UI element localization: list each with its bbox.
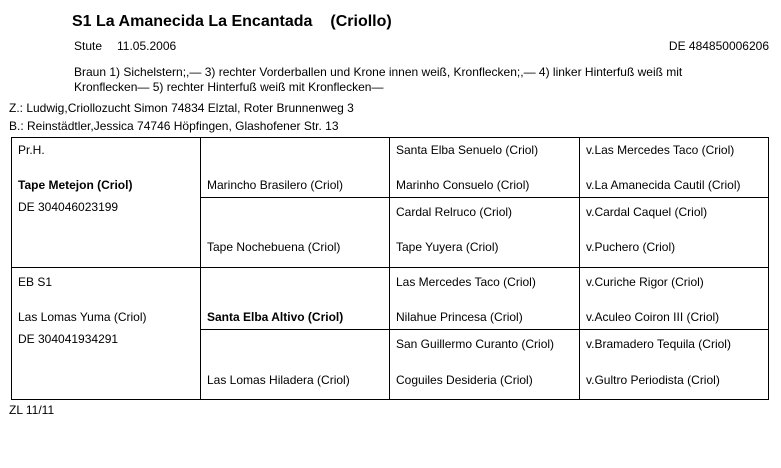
grandparent-cell: Marincho Brasilero (Criol) <box>207 178 344 192</box>
table-border-right <box>768 137 769 400</box>
table-border-left <box>11 137 12 400</box>
ancestor-cell: v.Gultro Periodista (Criol) <box>586 373 720 387</box>
breeder: Z.: Ludwig,Criollozucht Simon 74834 Elztal, Roter Brunnenweg 3 <box>9 101 354 115</box>
grandparent-cell: Las Lomas Hiladera (Criol) <box>207 373 350 387</box>
markings-line-2: Kronflecken— 5) rechter Hinterfuß weiß mit Kronflecken— <box>74 80 384 94</box>
great-grandparent-cell: Las Mercedes Taco (Criol) <box>396 275 536 289</box>
sire-title: Pr.H. <box>18 143 45 157</box>
ancestor-cell: v.Cardal Caquel (Criol) <box>586 205 708 219</box>
horse-name: S1 La Amanecida La Encantada <box>72 13 313 30</box>
markings-line-1: Braun 1) Sichelstern;,— 3) rechter Vorderballen und Krone innen weiß, Kronflecken;,— 4) linker Hinterfuß weiß mit <box>74 65 683 79</box>
great-grandparent-cell: Cardal Relruco (Criol) <box>396 205 513 219</box>
breed: (Criollo) <box>330 13 392 30</box>
row-divider <box>200 197 769 198</box>
ueln: DE 484850006206 <box>668 39 769 53</box>
dam-name: Las Lomas Yuma (Criol) <box>18 310 147 324</box>
sire-name: Tape Metejon (Criol) <box>18 178 133 192</box>
table-border-bottom <box>11 399 769 400</box>
ancestor-cell: v.Las Mercedes Taco (Criol) <box>586 143 735 157</box>
sire-id: DE 304046023199 <box>18 200 119 214</box>
row-divider <box>200 329 769 330</box>
dam-title: EB S1 <box>18 275 53 289</box>
ancestor-cell: v.Bramadero Tequila (Criol) <box>586 337 731 351</box>
column-divider <box>579 137 580 400</box>
great-grandparent-cell: Tape Yuyera (Criol) <box>396 240 499 254</box>
great-grandparent-cell: Marinho Consuelo (Criol) <box>396 178 530 192</box>
birth-date: 11.05.2006 <box>117 39 177 53</box>
ancestor-cell: v.Curiche Rigor (Criol) <box>586 275 704 289</box>
dam-id: DE 304041934291 <box>18 332 119 346</box>
great-grandparent-cell: San Guillermo Curanto (Criol) <box>396 337 555 351</box>
great-grandparent-cell: Coguiles Desideria (Criol) <box>396 373 533 387</box>
sex: Stute <box>74 39 103 53</box>
ancestor-cell: v.Aculeo Coiron III (Criol) <box>586 310 720 324</box>
ancestor-cell: v.Puchero (Criol) <box>586 240 676 254</box>
owner: B.: Reinstädtler,Jessica 74746 Höpfingen, Glashofener Str. 13 <box>9 119 339 133</box>
row-divider <box>11 267 769 268</box>
great-grandparent-cell: Nilahue Princesa (Criol) <box>396 310 523 324</box>
footer-code: ZL 11/11 <box>9 403 55 417</box>
great-grandparent-cell: Santa Elba Senuelo (Criol) <box>396 143 539 157</box>
column-divider <box>200 137 201 400</box>
column-divider <box>389 137 390 400</box>
table-border-top <box>11 137 769 138</box>
grandparent-cell: Santa Elba Altivo (Criol) <box>207 310 344 324</box>
grandparent-cell: Tape Nochebuena (Criol) <box>207 240 341 254</box>
ancestor-cell: v.La Amanecida Cautil (Criol) <box>586 178 741 192</box>
